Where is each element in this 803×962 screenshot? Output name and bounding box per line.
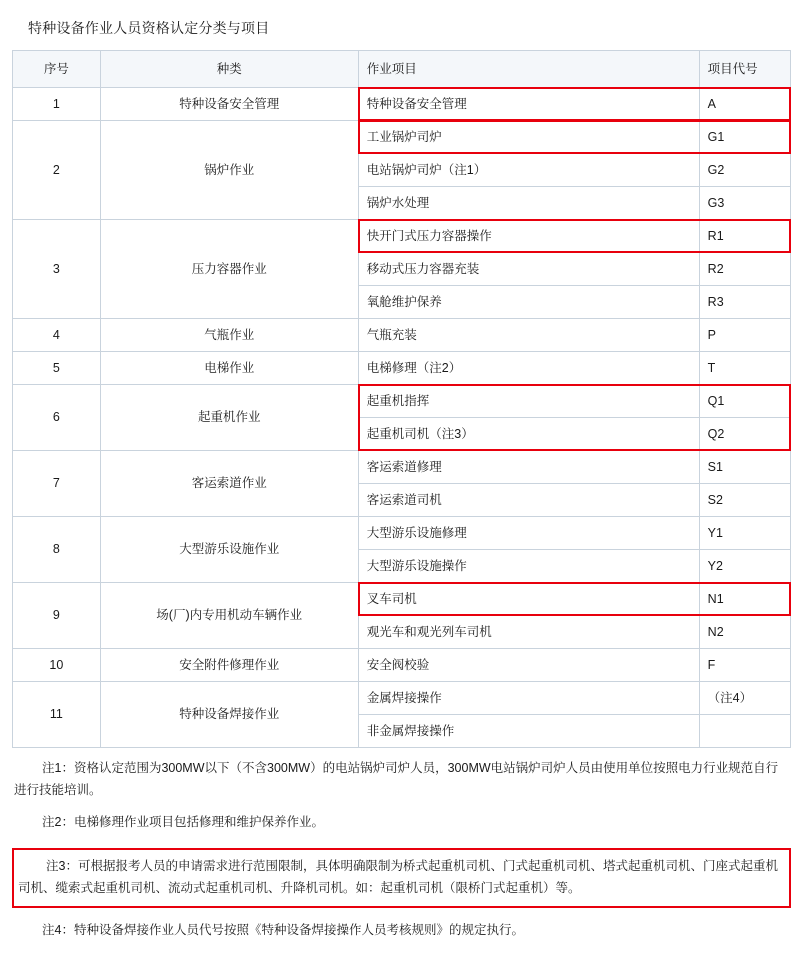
note-4-text: 注4：特种设备焊接作业人员代号按照《特种设备焊接操作人员考核规则》的规定执行。 <box>42 923 524 938</box>
cell-kind: 压力容器作业 <box>100 220 358 319</box>
cell-code: Q2 <box>699 418 790 451</box>
cell-no: 1 <box>13 88 101 121</box>
cell-code: N1 <box>699 583 790 616</box>
table-row <box>13 220 791 253</box>
cell-kind: 电梯作业 <box>100 352 358 385</box>
notes-section <box>12 758 791 942</box>
cell-kind: 安全附件修理作业 <box>100 649 358 682</box>
cell-item: 移动式压力容器充装 <box>358 253 699 286</box>
cell-no: 7 <box>13 451 101 517</box>
cell-no: 2 <box>13 121 101 220</box>
table-row <box>13 682 791 715</box>
table-row <box>13 121 791 154</box>
cell-item: 特种设备安全管理 <box>358 88 699 121</box>
cell-code: G1 <box>699 121 790 154</box>
cell-item: 客运索道司机 <box>358 484 699 517</box>
cell-kind: 客运索道作业 <box>100 451 358 517</box>
table-row <box>13 583 791 616</box>
cell-code: S2 <box>699 484 790 517</box>
cell-code: P <box>699 319 790 352</box>
qualification-table <box>12 50 791 748</box>
cell-code: Y2 <box>699 550 790 583</box>
table-row <box>13 352 791 385</box>
cell-item: 起重机司机（注3） <box>358 418 699 451</box>
cell-no: 8 <box>13 517 101 583</box>
note-1-text: 注1：资格认定范围为300MW以下（不含300MW）的电站锅炉司炉人员，300MW电站锅炉司炉人员由使用单位按照电力行业规范自行进行技能培训。 <box>14 761 779 797</box>
cell-kind: 锅炉作业 <box>100 121 358 220</box>
note-3-text: 注3：可根据报考人员的申请需求进行范围限制，具体明确限制为桥式起重机司机、门式起重机司机、塔式起重机司机、门座式起重机司机、缆索式起重机司机、流动式起重机司机、升降机司机。如：起重机司机（限桥门式起重机）等。 <box>18 858 778 895</box>
note-1 <box>12 758 791 802</box>
cell-kind: 气瓶作业 <box>100 319 358 352</box>
cell-item: 气瓶充装 <box>358 319 699 352</box>
table-row <box>13 319 791 352</box>
cell-item: 大型游乐设施操作 <box>358 550 699 583</box>
cell-code: Q1 <box>699 385 790 418</box>
cell-no: 9 <box>13 583 101 649</box>
cell-item: 叉车司机 <box>358 583 699 616</box>
cell-kind: 大型游乐设施作业 <box>100 517 358 583</box>
cell-kind: 场(厂)内专用机动车辆作业 <box>100 583 358 649</box>
cell-code: F <box>699 649 790 682</box>
cell-item: 观光车和观光列车司机 <box>358 616 699 649</box>
cell-no: 10 <box>13 649 101 682</box>
cell-no: 5 <box>13 352 101 385</box>
cell-code: R2 <box>699 253 790 286</box>
column-header-no: 序号 <box>13 51 101 88</box>
cell-kind: 起重机作业 <box>100 385 358 451</box>
cell-code <box>699 715 790 748</box>
column-header-code: 项目代号 <box>699 51 790 88</box>
note-4 <box>12 920 791 942</box>
cell-item: 客运索道修理 <box>358 451 699 484</box>
cell-no: 4 <box>13 319 101 352</box>
cell-code: Y1 <box>699 517 790 550</box>
table-header <box>13 51 791 88</box>
table-body <box>13 88 791 748</box>
table-row <box>13 385 791 418</box>
table-header-row <box>13 51 791 88</box>
cell-item: 快开门式压力容器操作 <box>358 220 699 253</box>
cell-item: 起重机指挥 <box>358 385 699 418</box>
table-row <box>13 649 791 682</box>
cell-code: G3 <box>699 187 790 220</box>
page-title: 特种设备作业人员资格认定分类与项目 <box>28 20 270 36</box>
note-2 <box>12 812 791 834</box>
cell-code: G2 <box>699 154 790 187</box>
cell-kind: 特种设备焊接作业 <box>100 682 358 748</box>
table-row <box>13 517 791 550</box>
cell-code: T <box>699 352 790 385</box>
note-2-text: 注2：电梯修理作业项目包括修理和维护保养作业。 <box>42 814 324 829</box>
cell-code: （注4） <box>699 682 790 715</box>
cell-kind: 特种设备安全管理 <box>100 88 358 121</box>
cell-item: 电梯修理（注2） <box>358 352 699 385</box>
cell-item: 氧舱维护保养 <box>358 286 699 319</box>
cell-item: 非金属焊接操作 <box>358 715 699 748</box>
cell-item: 锅炉水处理 <box>358 187 699 220</box>
cell-code: A <box>699 88 790 121</box>
table-row <box>13 88 791 121</box>
cell-item: 金属焊接操作 <box>358 682 699 715</box>
table-row <box>13 451 791 484</box>
cell-code: S1 <box>699 451 790 484</box>
cell-no: 11 <box>13 682 101 748</box>
cell-item: 安全阀校验 <box>358 649 699 682</box>
cell-item: 大型游乐设施修理 <box>358 517 699 550</box>
cell-item: 工业锅炉司炉 <box>358 121 699 154</box>
column-header-item: 作业项目 <box>358 51 699 88</box>
cell-item: 电站锅炉司炉（注1） <box>358 154 699 187</box>
cell-code: R3 <box>699 286 790 319</box>
cell-no: 6 <box>13 385 101 451</box>
cell-code: N2 <box>699 616 790 649</box>
column-header-kind: 种类 <box>100 51 358 88</box>
note-3 <box>12 848 791 909</box>
cell-no: 3 <box>13 220 101 319</box>
cell-code: R1 <box>699 220 790 253</box>
